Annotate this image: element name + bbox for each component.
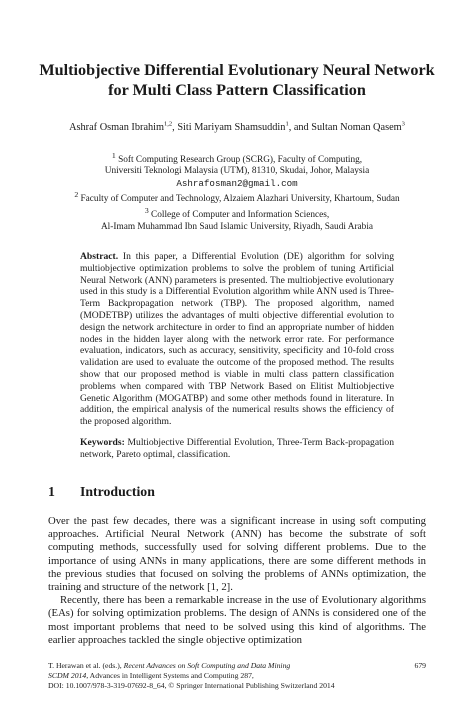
author-separator: , and <box>288 122 312 133</box>
footer-line-2 <box>48 671 426 681</box>
abstract-label: Abstract. <box>80 251 119 262</box>
affiliation-3-line-2: Al-Imam Muhammad Ibn Saud Islamic University, Riyadh, Saudi Arabia <box>100 221 374 232</box>
author-affiliation-marker: 1 <box>285 120 289 128</box>
body-text <box>48 515 426 647</box>
section-title: Introduction <box>80 484 155 499</box>
section-heading <box>48 484 155 500</box>
affiliation-marker: 3 <box>144 206 149 216</box>
page-number: 679 <box>414 661 426 670</box>
title-line-2: for Multi Class Pattern Classification <box>108 81 366 99</box>
footer-editors: T. Herawan et al. (eds.), <box>48 661 124 670</box>
paper-title <box>30 60 444 100</box>
keywords-paragraph <box>80 437 394 461</box>
affiliation-text: Soft Computing Research Group (SCRG), Faculty of Computing, <box>115 155 363 166</box>
affiliations <box>20 150 454 233</box>
affiliation-2 <box>20 189 454 205</box>
author-name: Sultan Noman Qasem <box>311 122 402 133</box>
abstract <box>80 251 394 461</box>
affiliation-text: College of Computer and Information Sciences, <box>148 210 330 221</box>
author-separator: , <box>172 122 178 133</box>
abstract-text: In this paper, a Differential Evolution (DE) algorithm for solving multiobjective optimization problems to solve the problem of tuning Artificial Neural Network (ANN) parameters is presented. The multiobjective evolutionary used in this study is a Differential Evolution algorithm while ANN used is Three-Term Backpropagation network (TBP). The proposed algorithm, named (MODETBP) utilizes the advantages of multi objective differential evolution to design the network architecture in order to find an appropriate number of hidden nodes in the hidden layer along with the network error rate. For performance evaluation, indicators, such as accuracy, sensitivity, specificity and 10-fold cross validation are used to evaluate the outcome of the proposed method. The results show that our proposed method is viable in multi class pattern classification problems when compared with TBP Network Based on Elitist Multiobjective Genetic Algorithm (MOGATBP) and some other methods found in literature. In addition, the empirical analysis of the numerical results shows the efficiency of the proposed algorithm. <box>80 251 394 428</box>
footer-book-title: Recent Advances on Soft Computing and Data Mining <box>123 661 291 670</box>
footer-citation <box>48 661 426 692</box>
abstract-paragraph <box>80 251 394 428</box>
section-number: 1 <box>48 484 55 499</box>
author-affiliation-marker: 3 <box>401 120 405 128</box>
affiliation-marker: 1 <box>111 151 116 160</box>
author-name: Siti Mariyam Shamsuddin <box>177 122 286 133</box>
affiliation-marker: 2 <box>74 189 79 199</box>
affiliation-1-line-1 <box>20 150 454 166</box>
author-name: Ashraf Osman Ibrahim <box>69 122 165 133</box>
affiliation-3-line-1 <box>20 205 454 221</box>
title-line-1: Multiobjective Differential Evolutionary Neural Network <box>39 61 435 79</box>
footer-doi: DOI: 10.1007/978-3-319-07692-8_64, © Springer International Publishing Switzerland 2014 <box>48 681 335 691</box>
author-list <box>20 122 454 133</box>
keywords-label: Keywords: <box>80 436 125 448</box>
author-email: Ashrafosman2@gmail.com <box>176 177 298 189</box>
affiliation-text: Faculty of Computer and Technology, Alzaiem Alazhari University, Khartoum, Sudan <box>78 194 400 205</box>
footer-line-1 <box>48 661 426 671</box>
footer-conference: SCDM 2014 <box>48 671 87 681</box>
keywords-text: Multiobjective Differential Evolution, Three-Term Back-propagation network, Pareto optimal, classification. <box>80 436 394 460</box>
body-paragraph-1: Over the past few decades, there was a significant increase in using soft computing approaches. Artificial Neural Network (ANN) has become the substrate of soft computing methods, successfully used for solving different problems. Due to the importance of using ANNs in many applications, there are some different methods in the previous studies that focused on solving the problems of ANNs optimization, the training and structure of the network [1, 2]. <box>48 515 426 594</box>
footer-series: , Advances in Intelligent Systems and Computing 287, <box>86 671 254 681</box>
affiliation-1-line-2: Universiti Teknologi Malaysia (UTM), 81310, Skudai, Johor, Malaysia <box>104 166 370 177</box>
author-affiliation-marker: 1,2 <box>164 120 173 128</box>
body-paragraph-2: Recently, there has been a remarkable increase in the use of Evolutionary algorithms (EAs) for solving optimization problems. The design of ANNs is considered one of the most important problems that need to be solved using this kind of algorithms. The earlier approaches tackled the single objective optimization <box>48 594 426 646</box>
